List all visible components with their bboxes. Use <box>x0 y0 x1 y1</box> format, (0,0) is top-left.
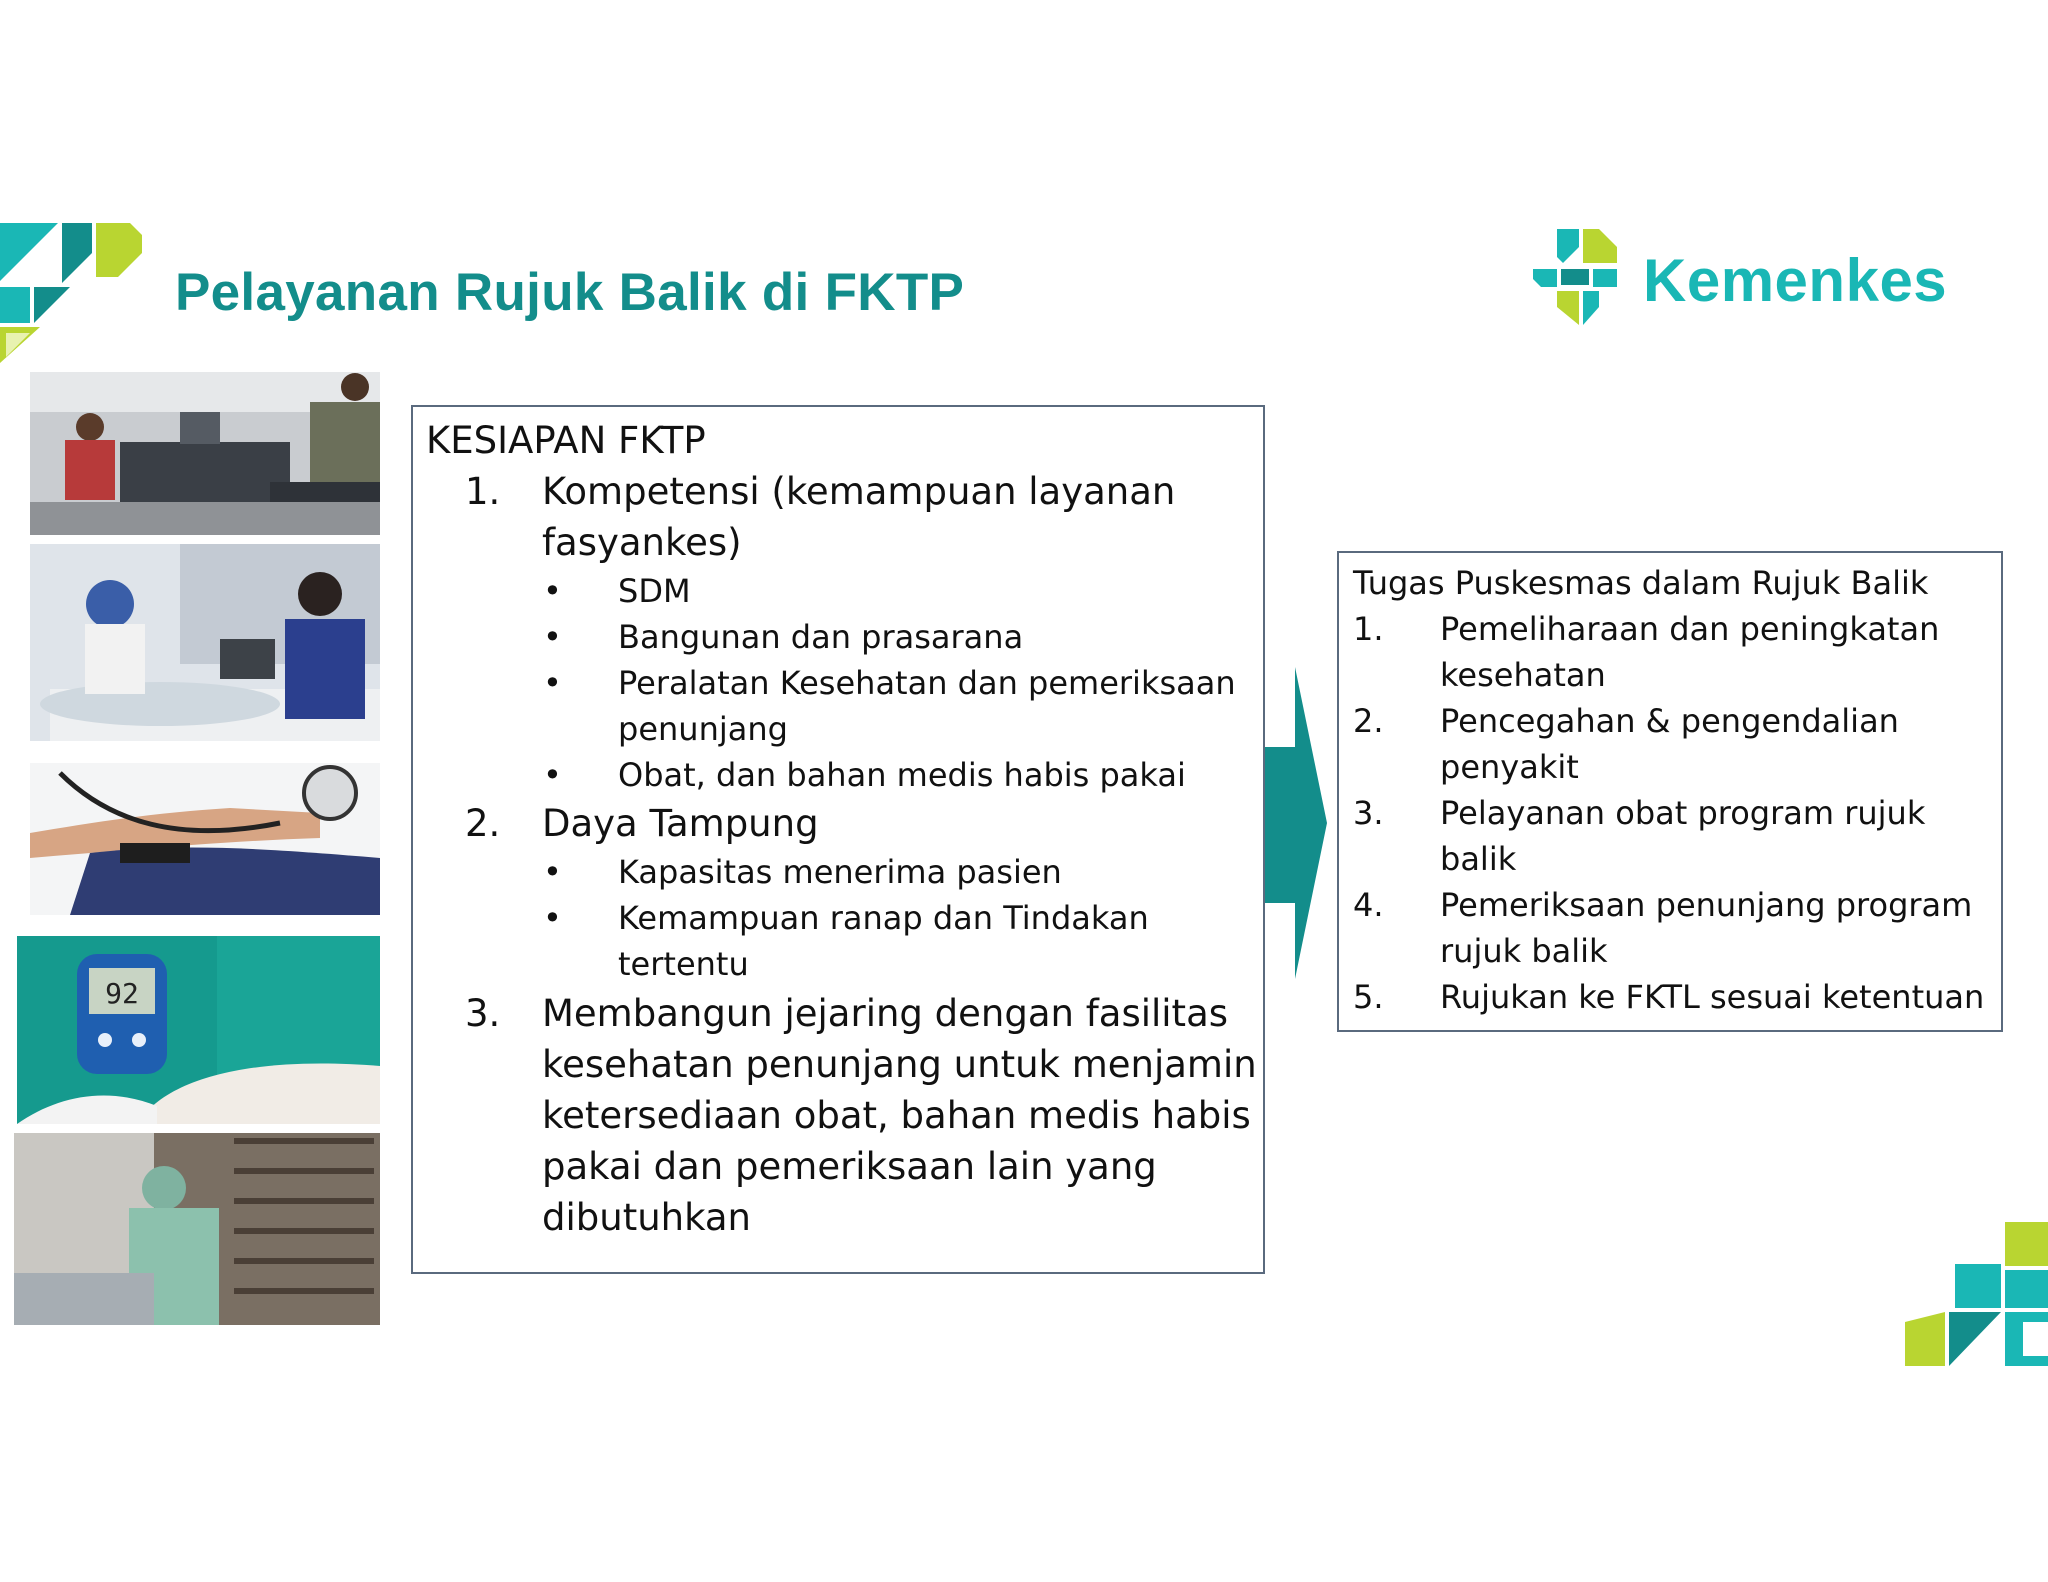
task-text: penyakit <box>1440 748 1579 786</box>
list-item-text: Membangun jejaring dengan fasilitas <box>542 992 1229 1035</box>
glucose-reading: 92 <box>105 977 139 1010</box>
puskesmas-tasks-heading: Tugas Puskesmas dalam Rujuk Balik <box>1353 564 1929 602</box>
task-number: 4. <box>1353 886 1384 924</box>
task-number: 3. <box>1353 794 1384 832</box>
bullet-mark: • <box>543 664 562 702</box>
list-item-text: dibutuhkan <box>542 1196 752 1239</box>
list-item-text: Kompetensi (kemampuan layanan <box>542 470 1176 513</box>
bullet-text: Peralatan Kesehatan dan pemeriksaan <box>618 664 1236 702</box>
corner-mark-icon <box>0 213 150 363</box>
photo-glucose-meter <box>17 936 380 1124</box>
photo-consultation-room <box>30 372 380 535</box>
task-text: Pemeliharaan dan peningkatan <box>1440 610 1940 648</box>
arrow-right-icon <box>1265 663 1337 983</box>
task-text: balik <box>1440 840 1517 878</box>
bullet-text: Kemampuan ranap dan Tindakan <box>618 899 1149 937</box>
bullet-text: Obat, dan bahan medis habis pakai <box>618 756 1186 794</box>
list-item-number: 1. <box>465 470 501 513</box>
photo-pharmacy <box>14 1133 380 1325</box>
task-number: 5. <box>1353 978 1384 1016</box>
list-item-text: Daya Tampung <box>542 802 819 845</box>
task-text: Pelayanan obat program rujuk <box>1440 794 1926 832</box>
task-text: Pencegahan & pengendalian <box>1440 702 1899 740</box>
bullet-mark: • <box>543 853 562 891</box>
kemenkes-logo-icon <box>1527 225 1623 329</box>
fktp-readiness-box <box>411 405 1265 1274</box>
bullet-text: SDM <box>618 572 691 610</box>
bullet-text: tertentu <box>618 945 749 983</box>
task-text: rujuk balik <box>1440 932 1608 970</box>
task-text: Rujukan ke FKTL sesuai ketentuan <box>1440 978 1985 1016</box>
task-number: 1. <box>1353 610 1384 648</box>
bullet-text: Bangunan dan prasarana <box>618 618 1024 656</box>
photo-nurse-consultation <box>30 544 380 741</box>
bullet-mark: • <box>543 756 562 794</box>
bullet-text: Kapasitas menerima pasien <box>618 853 1062 891</box>
brand-name: Kemenkes <box>1643 247 1948 314</box>
list-item-number: 2. <box>465 802 501 845</box>
list-item-text: ketersediaan obat, bahan medis habis <box>542 1094 1251 1137</box>
bullet-mark: • <box>543 572 562 610</box>
task-number: 2. <box>1353 702 1384 740</box>
task-text: Pemeriksaan penunjang program <box>1440 886 1973 924</box>
list-item-text: fasyankes) <box>542 521 742 564</box>
corner-mark-icon <box>1905 1222 2048 1370</box>
fktp-readiness-heading: KESIAPAN FKTP <box>426 419 706 462</box>
slide-title: Pelayanan Rujuk Balik di FKTP <box>175 263 965 322</box>
bullet-text: penunjang <box>618 710 788 748</box>
list-item-text: kesehatan penunjang untuk menjamin <box>542 1043 1257 1086</box>
list-item-number: 3. <box>465 992 501 1035</box>
list-item-text: pakai dan pemeriksaan lain yang <box>542 1145 1157 1188</box>
bullet-mark: • <box>543 618 562 656</box>
photo-blood-pressure <box>30 763 380 915</box>
task-text: kesehatan <box>1440 656 1606 694</box>
bullet-mark: • <box>543 899 562 937</box>
